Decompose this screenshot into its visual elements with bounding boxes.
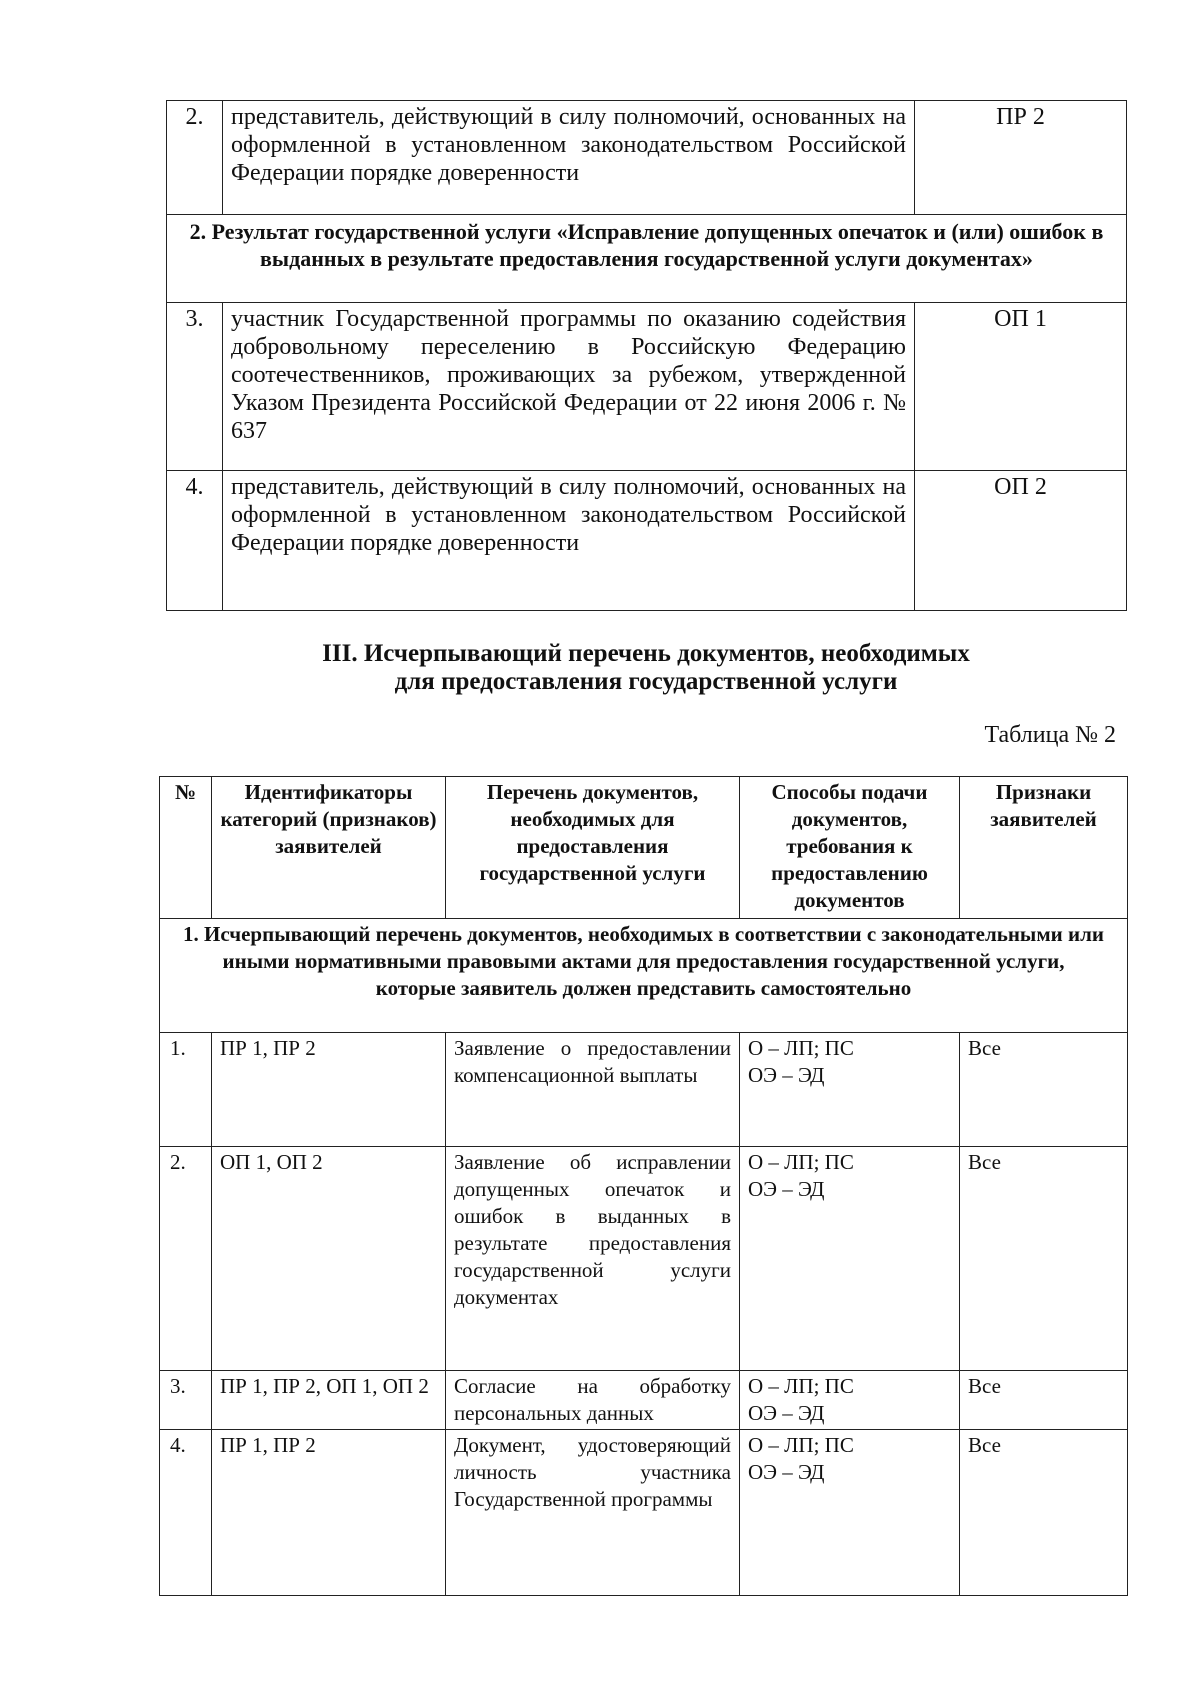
heading-line-2: для предоставления государственной услуги bbox=[394, 668, 898, 695]
category-description: представитель, действующий в силу полномочий, основанных на оформленной в установленном законодательством Российской Федерации порядке доверенности bbox=[223, 471, 915, 611]
section-title: 2. Результат государственной услуги «Исправление допущенных опечаток и (или) ошибок в выданных в результате предоставления государственной услуги документах» bbox=[167, 215, 1127, 303]
column-header-signs: Признаки заявителей bbox=[960, 777, 1128, 919]
row-number: 1. bbox=[160, 1033, 212, 1147]
section-row bbox=[160, 919, 1128, 1033]
category-ids: ОП 1, ОП 2 bbox=[212, 1147, 446, 1371]
submission-methods bbox=[740, 1033, 960, 1147]
document-name: Заявление о предоставлении компенсационной выплаты bbox=[446, 1033, 740, 1147]
section-heading bbox=[166, 640, 1126, 696]
documents-table bbox=[159, 776, 1128, 1596]
category-ids: ПР 1, ПР 2 bbox=[212, 1033, 446, 1147]
table-row bbox=[167, 101, 1127, 215]
method-electronic: ОЭ – ЭД bbox=[748, 1401, 825, 1425]
category-code: ОП 1 bbox=[915, 303, 1127, 471]
row-number: 3. bbox=[160, 1371, 212, 1430]
category-code: ОП 2 bbox=[915, 471, 1127, 611]
table-row bbox=[160, 1147, 1128, 1371]
submission-methods bbox=[740, 1147, 960, 1371]
header-row bbox=[160, 777, 1128, 919]
applicant-sign: Все bbox=[960, 1371, 1128, 1430]
row-number: 2. bbox=[167, 101, 223, 215]
applicant-sign: Все bbox=[960, 1147, 1128, 1371]
method-offline: О – ЛП; ПС bbox=[748, 1374, 854, 1398]
column-header-identifiers: Идентификаторы категорий (признаков) заявителей bbox=[212, 777, 446, 919]
category-code: ПР 2 bbox=[915, 101, 1127, 215]
method-offline: О – ЛП; ПС bbox=[748, 1150, 854, 1174]
submission-methods bbox=[740, 1371, 960, 1430]
category-ids: ПР 1, ПР 2 bbox=[212, 1430, 446, 1596]
section-title: 1. Исчерпывающий перечень документов, необходимых в соответствии с законодательными или иными нормативными правовыми актами для предоставления государственной услуги, которые заявитель должен представить самостоятельно bbox=[160, 919, 1128, 1033]
row-number: 4. bbox=[167, 471, 223, 611]
table-row bbox=[167, 303, 1127, 471]
method-electronic: ОЭ – ЭД bbox=[748, 1063, 825, 1087]
category-description: представитель, действующий в силу полномочий, основанных на оформленной в установленном законодательством Российской Федерации порядке доверенности bbox=[223, 101, 915, 215]
heading-line-1: III. Исчерпывающий перечень документов, необходимых bbox=[322, 640, 970, 667]
column-header-documents: Перечень документов, необходимых для предоставления государственной услуги bbox=[446, 777, 740, 919]
applicant-sign: Все bbox=[960, 1430, 1128, 1596]
table-row bbox=[160, 1430, 1128, 1596]
table-row bbox=[167, 471, 1127, 611]
submission-methods bbox=[740, 1430, 960, 1596]
table-number-label: Таблица № 2 bbox=[984, 722, 1116, 748]
document-name: Заявление об исправлении допущенных опечаток и ошибок в выданных в результате предоставления государственной услуги документах bbox=[446, 1147, 740, 1371]
category-ids: ПР 1, ПР 2, ОП 1, ОП 2 bbox=[212, 1371, 446, 1430]
row-number: 3. bbox=[167, 303, 223, 471]
method-offline: О – ЛП; ПС bbox=[748, 1433, 854, 1457]
category-description: участник Государственной программы по оказанию содействия добровольному переселению в Российскую Федерацию соотечественников, проживающих за рубежом, утвержденной Указом Президента Российской Федерации от 22 июня 2006 г. № 637 bbox=[223, 303, 915, 471]
method-electronic: ОЭ – ЭД bbox=[748, 1460, 825, 1484]
document-name: Документ, удостоверяющий личность участника Государственной программы bbox=[446, 1430, 740, 1596]
column-header-methods: Способы подачи документов, требования к предоставлению документов bbox=[740, 777, 960, 919]
method-electronic: ОЭ – ЭД bbox=[748, 1177, 825, 1201]
method-offline: О – ЛП; ПС bbox=[748, 1036, 854, 1060]
table-row bbox=[160, 1033, 1128, 1147]
applicant-sign: Все bbox=[960, 1033, 1128, 1147]
document-name: Согласие на обработку персональных данных bbox=[446, 1371, 740, 1430]
row-number: 4. bbox=[160, 1430, 212, 1596]
column-header-number: № bbox=[160, 777, 212, 919]
table-row bbox=[160, 1371, 1128, 1430]
applicant-categories-table bbox=[166, 100, 1127, 611]
row-number: 2. bbox=[160, 1147, 212, 1371]
section-row bbox=[167, 215, 1127, 303]
